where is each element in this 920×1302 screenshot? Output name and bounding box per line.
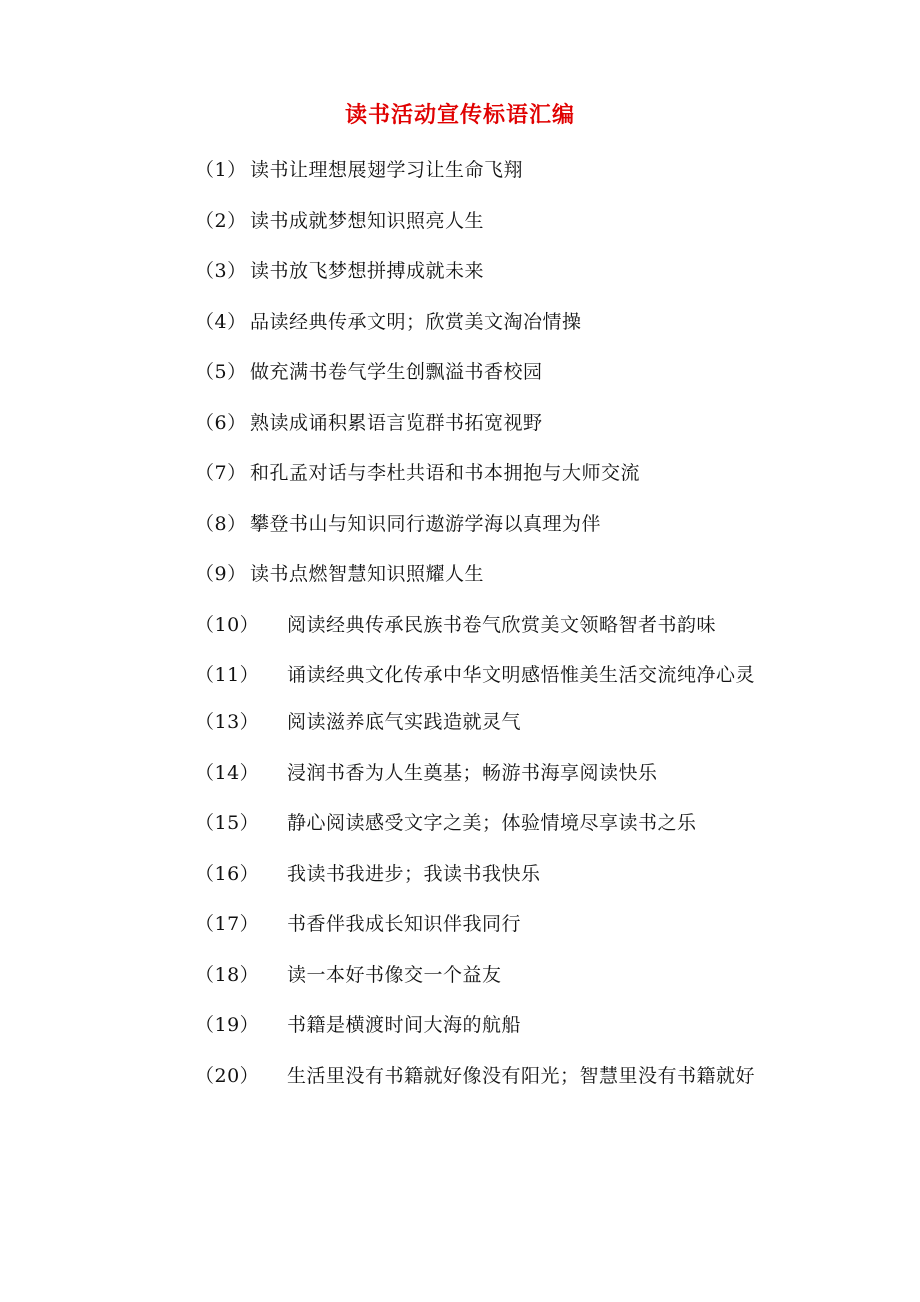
list-item [195, 706, 770, 738]
item-number: （1） [195, 159, 247, 181]
item-text: 读书放飞梦想拼搏成就未来 [250, 260, 485, 282]
item-number: （19） [195, 1014, 260, 1036]
item-text: 诵读经典文化传承中华文明感悟惟美生活交流纯净心灵 [287, 664, 756, 686]
list-item [195, 154, 770, 186]
item-text: 品读经典传承文明；欣赏美文淘冶情操 [250, 310, 582, 333]
item-number: （8） [195, 512, 247, 535]
list-item [195, 255, 770, 287]
item-text: 书籍是横渡时间大海的航船 [287, 1014, 522, 1036]
list-item [195, 659, 770, 691]
list-item [195, 205, 770, 237]
item-text: 读一本好书像交一个益友 [287, 963, 502, 986]
item-text: 读书点燃智慧知识照耀人生 [250, 563, 485, 585]
slogan-list [195, 154, 770, 1107]
list-item [195, 356, 770, 388]
item-text: 阅读滋养底气实践造就灵气 [287, 711, 522, 733]
item-number: （14） [195, 761, 260, 784]
item-number: （9） [195, 563, 247, 585]
list-item [195, 959, 770, 991]
item-text: 阅读经典传承民族书卷气欣赏美文领略智者书韵味 [287, 613, 717, 636]
item-number: （18） [195, 963, 260, 986]
item-text: 书香伴我成长知识伴我同行 [287, 913, 522, 935]
item-number: （6） [195, 411, 247, 434]
list-item [195, 558, 770, 590]
item-text: 生活里没有书籍就好像没有阳光；智慧里没有书籍就好 [287, 1064, 756, 1087]
item-text: 和孔孟对话与李杜共语和书本拥抱与大师交流 [250, 462, 641, 484]
item-number: （20） [195, 1064, 260, 1087]
item-number: （10） [195, 613, 260, 636]
item-number: （5） [195, 361, 247, 383]
item-number: （4） [195, 310, 247, 333]
item-text: 静心阅读感受文字之美；体验情境尽享读书之乐 [287, 812, 697, 834]
list-item [195, 1060, 770, 1092]
list-item [195, 858, 770, 890]
item-number: （17） [195, 913, 260, 935]
item-number: （2） [195, 209, 247, 232]
item-text: 做充满书卷气学生创飘溢书香校园 [250, 361, 543, 383]
item-number: （15） [195, 812, 260, 834]
list-item [195, 908, 770, 940]
list-item [195, 1009, 770, 1041]
item-number: （7） [195, 462, 247, 484]
item-number: （13） [195, 711, 260, 733]
item-text: 熟读成诵积累语言览群书拓宽视野 [250, 411, 543, 434]
list-item [195, 407, 770, 439]
list-item [195, 757, 770, 789]
item-text: 攀登书山与知识同行遨游学海以真理为伴 [250, 512, 602, 535]
item-number: （11） [195, 664, 260, 686]
list-item [195, 306, 770, 338]
item-text: 我读书我进步；我读书我快乐 [287, 862, 541, 885]
item-number: （16） [195, 862, 260, 885]
item-text: 读书成就梦想知识照亮人生 [250, 209, 485, 232]
document-title: 读书活动宣传标语汇编 [344, 103, 575, 128]
list-item [195, 609, 770, 641]
list-item [195, 508, 770, 540]
list-item [195, 807, 770, 839]
list-item [195, 457, 770, 489]
item-text: 读书让理想展翅学习让生命飞翔 [250, 159, 524, 181]
item-number: （3） [195, 260, 247, 282]
item-text: 浸润书香为人生奠基；畅游书海享阅读快乐 [287, 761, 658, 784]
